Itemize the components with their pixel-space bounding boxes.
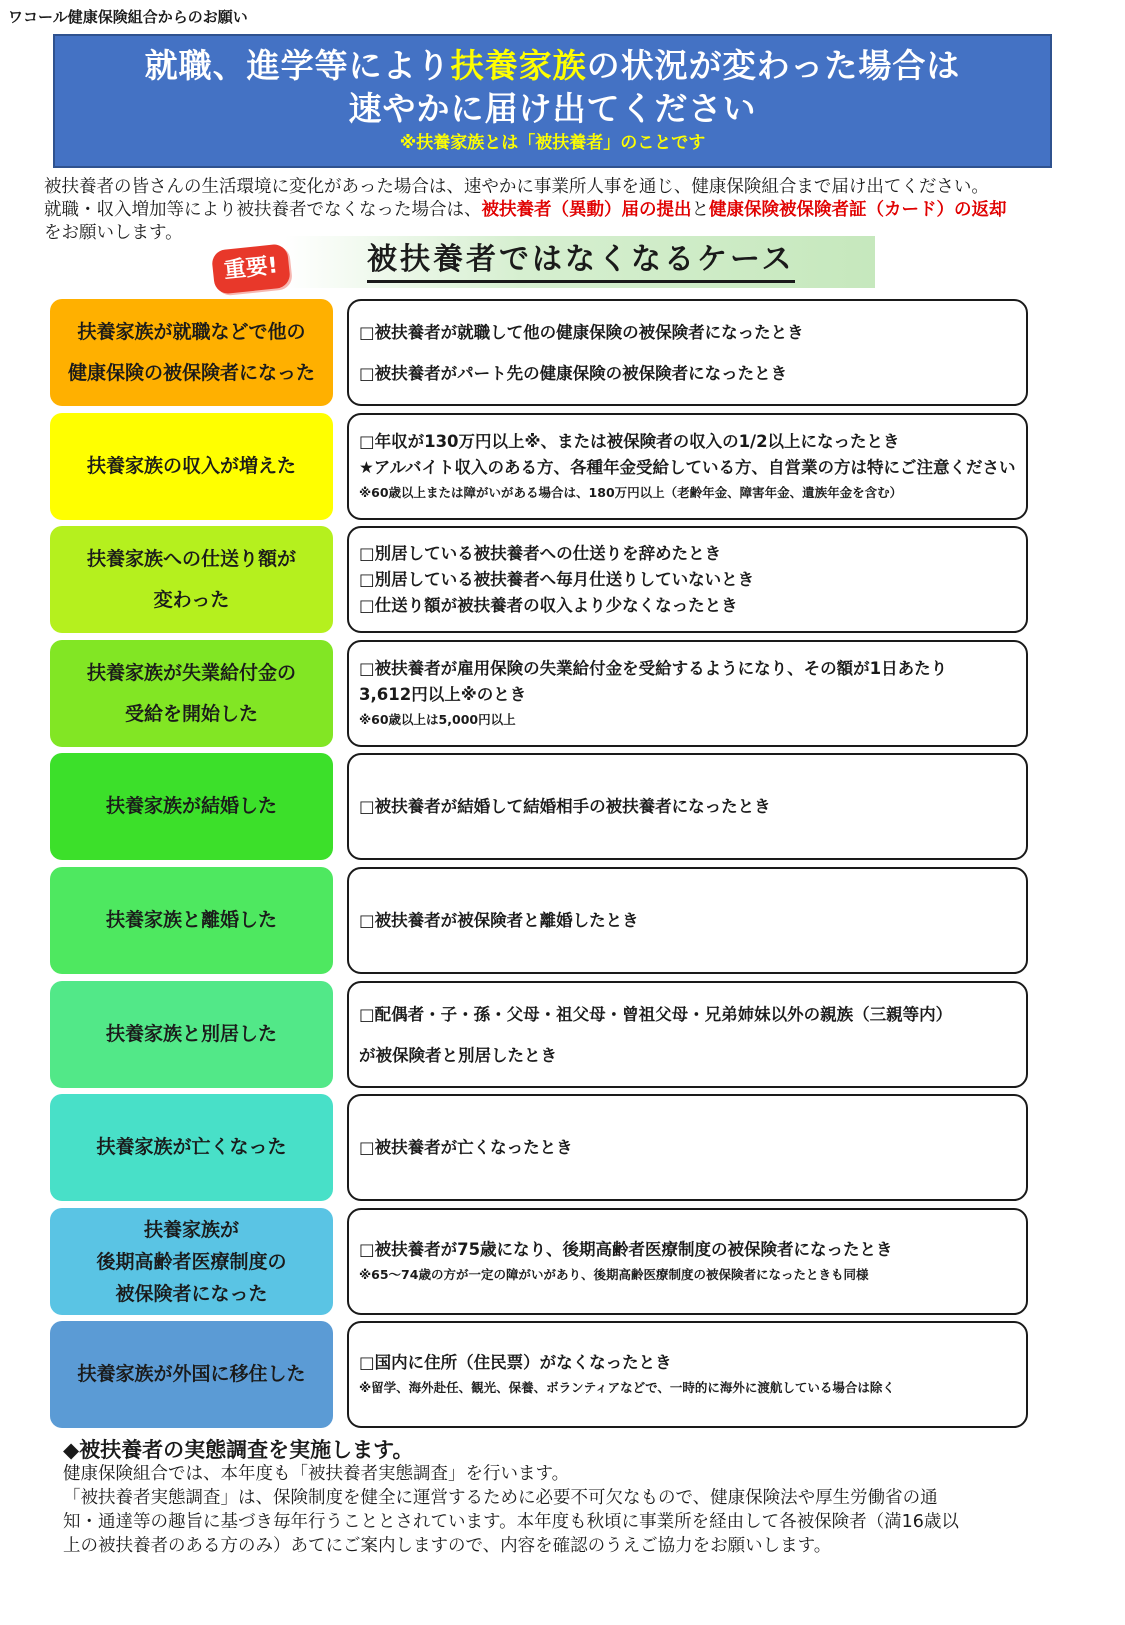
case-row	[50, 867, 1028, 974]
condition-item: □仕送り額が被扶養者の収入より少なくなったとき	[359, 595, 738, 615]
survey-line: 上の被扶養者のある方のみ）あてにご案内しますので、内容を確認のうえご協力をお願いします。	[63, 1536, 832, 1556]
condition-item: □被扶養者がパート先の健康保険の被保険者になったとき	[359, 363, 788, 383]
case-row	[50, 1208, 1028, 1315]
case-label-line: 受給を開始した	[124, 702, 258, 725]
survey-body	[63, 1462, 1053, 1558]
case-label	[50, 526, 333, 633]
header-note: ワコール健康保険組合からのお願い	[8, 8, 248, 26]
survey-line: 知・通達等の趣旨に基づき毎年行うこととされています。本年度も秋頃に事業所を経由して各被保険者（満16歳以	[63, 1512, 959, 1532]
survey-line: 健康保険組合では、本年度も「被扶養者実態調査」を行います。	[63, 1464, 570, 1484]
case-label-line: 扶養家族の収入が増えた	[86, 455, 296, 477]
case-row	[50, 526, 1028, 633]
title-highlight: 扶養家族	[450, 46, 587, 85]
condition-item: □被扶養者が雇用保険の失業給付金を受給するようになり、その額が1日あたり	[359, 658, 948, 678]
case-row	[50, 413, 1028, 520]
case-conditions	[347, 1094, 1028, 1201]
case-conditions	[347, 413, 1028, 520]
case-conditions	[347, 1208, 1028, 1315]
case-label-line: 扶養家族が結婚した	[105, 795, 277, 817]
intro-line-2-pre: 就職・収入増加等により被扶養者でなくなった場合は、	[44, 200, 482, 220]
intro-line-2	[44, 199, 1104, 222]
intro-line-2-mid: と	[691, 200, 709, 220]
case-label	[50, 1321, 333, 1428]
case-row	[50, 1094, 1028, 1201]
condition-item: □国内に住所（住民票）がなくなったとき	[359, 1352, 672, 1372]
case-row	[50, 299, 1028, 406]
case-conditions	[347, 299, 1028, 406]
case-label-line: 変わった	[153, 588, 230, 611]
case-label-line: 後期高齢者医療制度の	[96, 1250, 287, 1273]
case-label-line: 扶養家族と離婚した	[105, 909, 277, 931]
condition-item: □被扶養者が就職して他の健康保険の被保険者になったとき	[359, 322, 804, 342]
case-label	[50, 981, 333, 1088]
case-label-line: 健康保険の被保険者になった	[67, 361, 315, 384]
condition-note: ※60歳以上または障がいがある場合は、180万円以上（老齢年金、障害年金、遺族年金を含む）	[359, 484, 903, 500]
case-label	[50, 753, 333, 860]
title-banner	[53, 34, 1052, 168]
case-row	[50, 640, 1028, 747]
condition-item: □年収が130万円以上※、または被保険者の収入の1/2以上になったとき	[359, 431, 900, 451]
case-label-line: 扶養家族が亡くなった	[96, 1136, 287, 1158]
intro-red-2: 健康保険被保険者証（カード）の返却	[709, 200, 1007, 220]
condition-item: □被扶養者が被保険者と離婚したとき	[359, 910, 639, 930]
case-label-line: 扶養家族が失業給付金の	[86, 661, 296, 684]
title-post: の状況が変わった場合は	[586, 46, 961, 85]
case-label-line: 扶養家族と別居した	[105, 1023, 277, 1045]
case-label-line: 扶養家族への仕送り額が	[86, 547, 296, 570]
case-conditions	[347, 753, 1028, 860]
case-label	[50, 1094, 333, 1201]
condition-item: □配偶者・子・孫・父母・祖父母・曾祖父母・兄弟姉妹以外の親族（三親等内）	[359, 1004, 953, 1024]
condition-note: ※65～74歳の方が一定の障がいがあり、後期高齢医療制度の被保険者になったときも同様	[359, 1266, 869, 1282]
case-row	[50, 981, 1028, 1088]
condition-item: □被扶養者が亡くなったとき	[359, 1137, 573, 1157]
condition-item: が被保険者と別居したとき	[359, 1045, 557, 1065]
case-conditions	[347, 640, 1028, 747]
case-label	[50, 413, 333, 520]
case-label	[50, 1208, 333, 1315]
condition-item: □被扶養者が75歳になり、後期高齢者医療制度の被保険者になったとき	[359, 1239, 893, 1259]
case-row	[50, 1321, 1028, 1428]
condition-item: 3,612円以上※のとき	[359, 684, 527, 704]
case-label	[50, 867, 333, 974]
survey-heading: ◆被扶養者の実態調査を実施します。	[63, 1438, 414, 1462]
condition-item: □別居している被扶養者への仕送りを辞めたとき	[359, 543, 722, 563]
intro-line-1: 被扶養者の皆さんの生活環境に変化があった場合は、速やかに事業所人事を通じ、健康保険組合まで届け出てください。	[44, 177, 989, 197]
intro-line-3: をお願いします。	[44, 223, 183, 243]
case-label-line: 被保険者になった	[115, 1282, 268, 1305]
case-label	[50, 640, 333, 747]
case-label-line: 扶養家族が就職などで他の	[77, 320, 306, 343]
condition-item: □被扶養者が結婚して結婚相手の被扶養者になったとき	[359, 796, 771, 816]
condition-note: ※留学、海外赴任、観光、保養、ボランティアなどで、一時的に海外に渡航している場合は除く	[359, 1379, 895, 1395]
cases-title: 被扶養者ではなくなるケース	[367, 240, 795, 283]
intro-red-1: 被扶養者（異動）届の提出	[481, 200, 692, 220]
case-row	[50, 753, 1028, 860]
case-conditions	[347, 526, 1028, 633]
title-line-2: 速やかに届け出てください	[348, 89, 757, 128]
intro-text	[44, 176, 1104, 245]
case-conditions	[347, 867, 1028, 974]
title-line-1	[55, 44, 1050, 88]
condition-item: □別居している被扶養者へ毎月仕送りしていないとき	[359, 569, 755, 589]
case-label-line: 扶養家族が	[143, 1218, 239, 1241]
title-subtitle: ※扶養家族とは「被扶養者」のことです	[399, 133, 706, 153]
case-label	[50, 299, 333, 406]
important-badge: 重要!	[211, 243, 291, 295]
title-pre: 就職、進学等により	[144, 46, 451, 85]
case-conditions	[347, 1321, 1028, 1428]
survey-line: 「被扶養者実態調査」は、保険制度を健全に運営するために必要不可欠なもので、健康保険法や厚生労働省の通	[63, 1488, 938, 1508]
case-label-line: 扶養家族が外国に移住した	[77, 1363, 306, 1385]
case-conditions	[347, 981, 1028, 1088]
condition-note: ※60歳以上は5,000円以上	[359, 711, 516, 727]
condition-item: ★アルバイト収入のある方、各種年金受給している方、自営業の方は特にご注意ください	[359, 457, 1016, 477]
